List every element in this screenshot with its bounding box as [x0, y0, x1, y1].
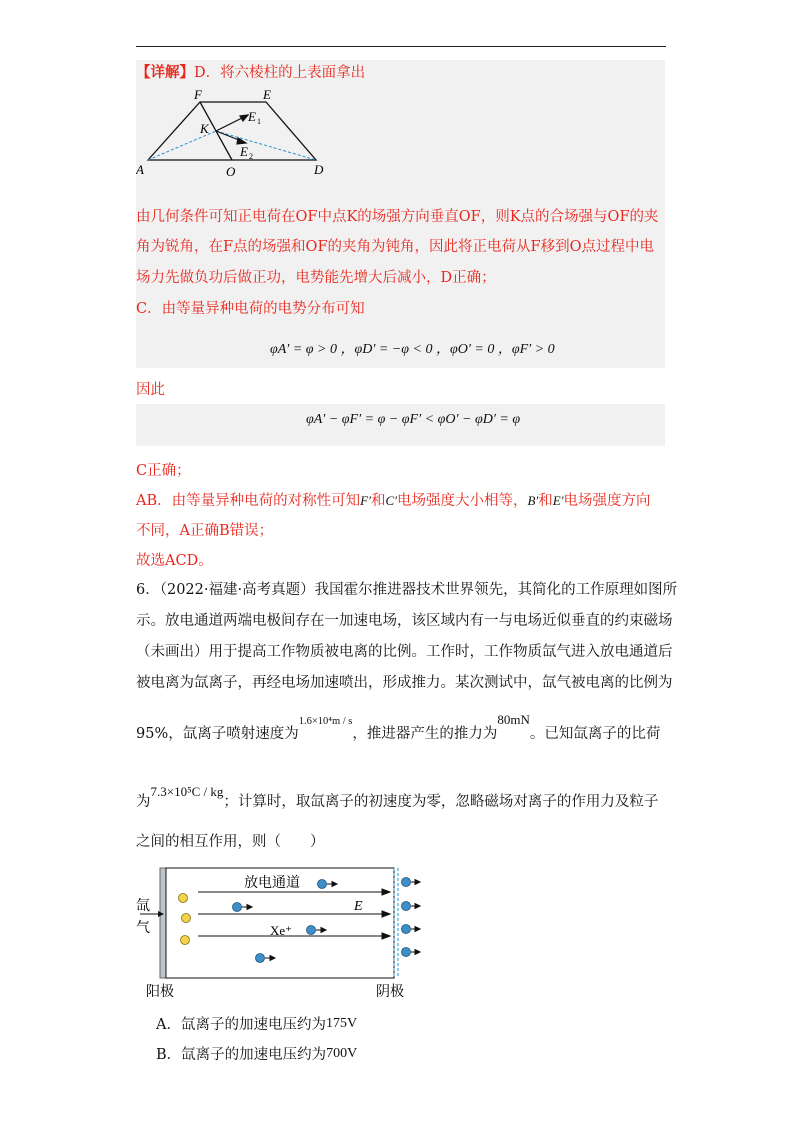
label-f: F — [194, 87, 202, 102]
detail-para-line-3: 场力先做负功后做正功，电势能先增大后减小，D正确； — [136, 270, 496, 286]
question-line-1: 6．（2022·福建·高考真题）我国霍尔推进器技术世界领先，其简化的工作原理如图所 — [136, 582, 678, 598]
label-d: D — [314, 162, 324, 177]
ab-e-prime: E′ — [552, 493, 564, 508]
detail-intro-text: D．将六棱柱的上表面拿出 — [194, 65, 366, 81]
dashed-kd — [216, 131, 316, 160]
field-label: E — [354, 899, 363, 914]
gas-label-2: 气 — [136, 921, 150, 936]
option-a-value: 175V — [325, 1016, 358, 1031]
cathode-label: 阴极 — [376, 985, 404, 1000]
formula-potentials: φA′ = φ > 0 ，φD′ = −φ < 0 ，φO′ = 0 ，φF′ > 0 — [270, 342, 555, 357]
question-line-2: 示。放电通道两端电极间存在一加速电场，该区域内有一与电场近似垂直的约束磁场 — [136, 613, 673, 629]
question-line-3: （未画出）用于提高工作物质被电离的比例。工作时，工作物质氙气进入放电通道后 — [136, 644, 673, 660]
detail-tag: 【详解】 — [136, 64, 194, 81]
hall-thruster-diagram — [136, 862, 426, 1000]
option-b[interactable]: B．氙离子的加速电压约为700V — [156, 1046, 358, 1063]
question-line-4: 被电离为氙离子，再经电场加速喷出，形成推力。某次测试中，氙气被电离的比例为 — [136, 675, 673, 691]
gas-label-1: 氙 — [136, 899, 150, 914]
header-rule — [136, 46, 666, 47]
label-o: O — [226, 164, 236, 179]
label-e2: E — [240, 144, 248, 159]
velocity-value: 1.6×10⁴m / s — [298, 716, 353, 727]
label-e1-sub: 1 — [257, 117, 261, 126]
ab-b-prime: B′ — [527, 493, 539, 508]
question-line-5: 95%，氙离子喷射速度为$^{1.6\times 10^4m / s}$，推进器产生的推力为80mN。已知氙离子的比荷 — [136, 712, 661, 742]
label-e1: E — [248, 109, 256, 124]
channel-label: 放电通道 — [244, 876, 300, 891]
detail-intro — [136, 63, 365, 83]
detail-para-line-2: 角为锐角，在F点的场强和OF的夹角为钝角，因此将正电荷从F移到O点过程中电 — [136, 239, 654, 255]
label-k: K — [200, 121, 209, 136]
question-line-6: 为7.3×10⁵C / kg；计算时，取氙离子的初速度为零，忽略磁场对离子的作用力及粒子 — [136, 784, 659, 810]
ab-c-prime: C′ — [385, 493, 397, 508]
question-line-7: 之间的相互作用，则（ ） — [136, 834, 325, 850]
c-intro: C．由等量异种电荷的电势分布可知 — [136, 301, 365, 317]
c-correct: C正确； — [136, 463, 191, 479]
thrust-value: 80mN — [497, 712, 530, 727]
ion-label: Xe⁺ — [270, 923, 293, 938]
label-a: A — [136, 162, 144, 177]
anode-label: 阳极 — [146, 985, 174, 1000]
detail-para-line-1: 由几何条件可知正电荷在OF中点K的场强方向垂直OF，则K点的合场强与OF的夹 — [136, 209, 659, 225]
charge-ratio-value: 7.3×10⁵C / kg — [150, 784, 224, 799]
ab-line-2: 不同，A正确B错误； — [136, 523, 274, 539]
option-a[interactable]: A．氙离子的加速电压约为175V — [156, 1016, 358, 1033]
ab-f-prime: F′ — [360, 493, 371, 508]
anode-plate — [160, 868, 166, 978]
trapezoid-outline — [148, 102, 316, 160]
formula-difference: φA′ − φF′ = φ − φF′ < φO′ − φD′ = φ — [306, 412, 521, 427]
prism-top-face-figure — [136, 86, 336, 180]
therefore-text: 因此 — [136, 382, 165, 398]
label-e: E — [263, 87, 271, 102]
label-e2-sub: 2 — [249, 152, 253, 161]
choose-answer: 故选ACD。 — [136, 553, 213, 569]
ab-line-1: AB．由等量异种电荷的对称性可知F′和C′电场强度大小相等，B′和E′电场强度方向 — [136, 493, 651, 509]
option-b-value: 700V — [326, 1046, 358, 1061]
